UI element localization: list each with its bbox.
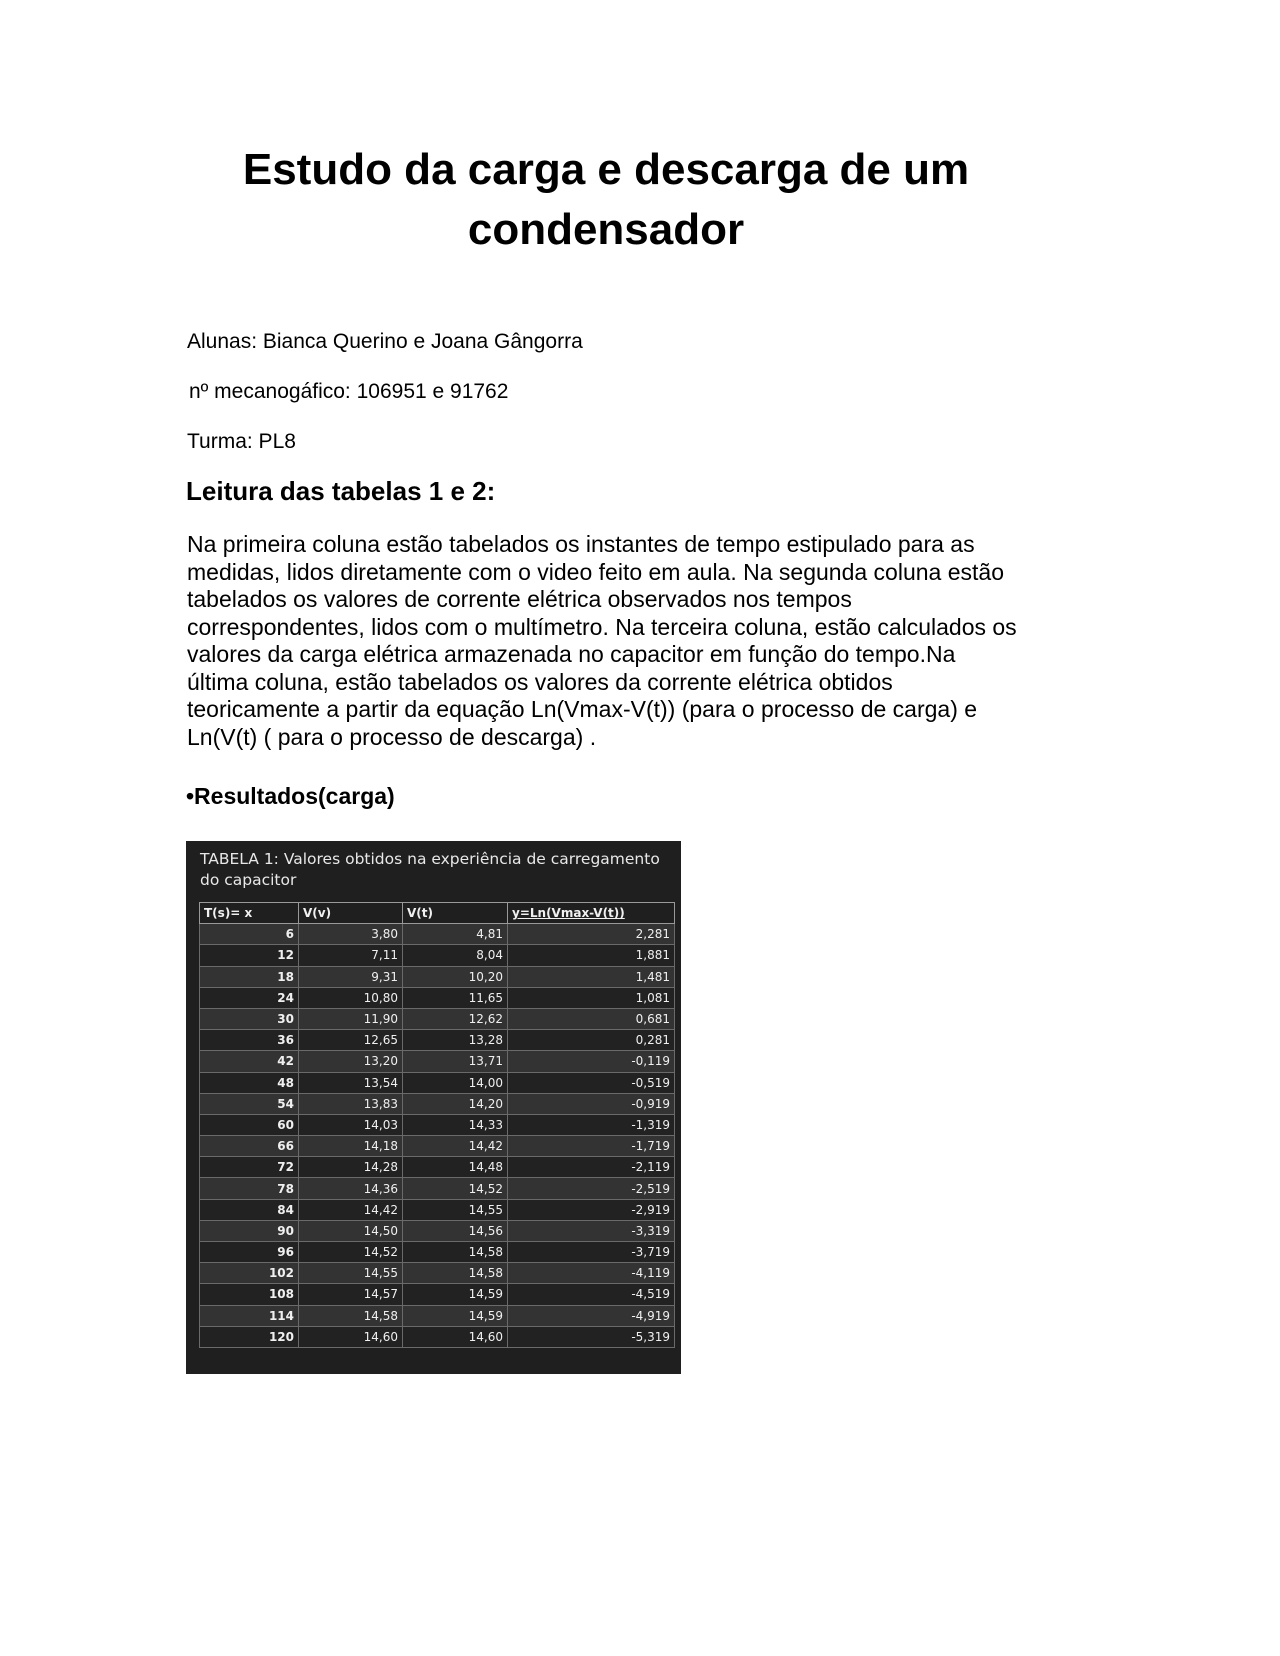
table-cell: 66 <box>200 1136 299 1157</box>
table-cell: 102 <box>200 1263 299 1284</box>
table-cell: -3,719 <box>508 1242 675 1263</box>
table-cell: 13,83 <box>299 1093 403 1114</box>
table-cell: 24 <box>200 987 299 1008</box>
table-cell: 14,58 <box>299 1305 403 1326</box>
table-cell: 1,881 <box>508 945 675 966</box>
table-cell: 14,28 <box>299 1157 403 1178</box>
class-line: Turma: PL8 <box>187 430 296 453</box>
table-cell: -0,519 <box>508 1072 675 1093</box>
table-row <box>200 1199 675 1220</box>
document-title: Estudo da carga e descarga de um condensador <box>242 145 970 254</box>
table-row <box>200 1178 675 1199</box>
table-cell: 3,80 <box>299 924 403 945</box>
table-cell: 14,59 <box>403 1284 508 1305</box>
table-cell: 14,59 <box>403 1305 508 1326</box>
table-cell: 14,55 <box>299 1263 403 1284</box>
table-row <box>200 1030 675 1051</box>
table-cell: -4,119 <box>508 1263 675 1284</box>
table-cell: 30 <box>200 1008 299 1029</box>
table-cell: 14,48 <box>403 1157 508 1178</box>
table-cell: 36 <box>200 1030 299 1051</box>
table-1-image <box>186 841 681 1374</box>
table-cell: 42 <box>200 1051 299 1072</box>
table-cell: 4,81 <box>403 924 508 945</box>
table-cell: -2,119 <box>508 1157 675 1178</box>
table-cell: 72 <box>200 1157 299 1178</box>
table-cell: 14,58 <box>403 1242 508 1263</box>
table-cell: 1,081 <box>508 987 675 1008</box>
table-cell: 14,50 <box>299 1220 403 1241</box>
table-cell: 84 <box>200 1199 299 1220</box>
table-cell: 48 <box>200 1072 299 1093</box>
column-header: V(v) <box>299 903 403 924</box>
table-cell: 9,31 <box>299 966 403 987</box>
table-row <box>200 1051 675 1072</box>
table-cell: 12 <box>200 945 299 966</box>
table-cell: 14,00 <box>403 1072 508 1093</box>
table-cell: 14,52 <box>403 1178 508 1199</box>
table-row <box>200 1072 675 1093</box>
table-row <box>200 966 675 987</box>
column-header: T(s)= x <box>200 903 299 924</box>
table-cell: 14,60 <box>403 1326 508 1347</box>
column-header: V(t) <box>403 903 508 924</box>
table-cell: 14,36 <box>299 1178 403 1199</box>
table-cell: 11,65 <box>403 987 508 1008</box>
table-cell: 120 <box>200 1326 299 1347</box>
table-cell: -0,119 <box>508 1051 675 1072</box>
results-heading: •Resultados(carga) <box>186 783 395 809</box>
table-cell: -1,319 <box>508 1114 675 1135</box>
table-cell: 14,20 <box>403 1093 508 1114</box>
table-row <box>200 924 675 945</box>
table-cell: 0,681 <box>508 1008 675 1029</box>
section-heading: Leitura das tabelas 1 e 2: <box>186 476 496 506</box>
table-row <box>200 1242 675 1263</box>
table-row <box>200 1305 675 1326</box>
table-cell: 14,42 <box>299 1199 403 1220</box>
table-cell: -3,319 <box>508 1220 675 1241</box>
table-cell: 1,481 <box>508 966 675 987</box>
table-cell: 14,55 <box>403 1199 508 1220</box>
table-cell: 14,33 <box>403 1114 508 1135</box>
table-row <box>200 1326 675 1347</box>
description-paragraph: Na primeira coluna estão tabelados os instantes de tempo estipulado para as medidas, lidos diretamente com o video feito em aula. Na segunda coluna estão tabelados os valores de corrente elétrica observados nos tempos correspondentes, lidos com o multímetro. Na terceira coluna, estão calculados os valores da carga elétrica armazenada no capacitor em função do tempo.Na última coluna, estão tabelados os valores da corrente elétrica obtidos teoricamente a partir da equação Ln(Vmax-V(t)) (para o processo de carga) e Ln(V(t) ( para o processo de descarga) . <box>187 531 1017 750</box>
table-cell: 12,62 <box>403 1008 508 1029</box>
table-cell: 10,80 <box>299 987 403 1008</box>
table-cell: 7,11 <box>299 945 403 966</box>
table-cell: 96 <box>200 1242 299 1263</box>
data-table <box>199 902 675 1348</box>
table-cell: 13,71 <box>403 1051 508 1072</box>
table-header-row <box>200 903 675 924</box>
table-cell: 14,57 <box>299 1284 403 1305</box>
table-cell: 108 <box>200 1284 299 1305</box>
table-cell: -4,519 <box>508 1284 675 1305</box>
table-cell: 14,18 <box>299 1136 403 1157</box>
table-cell: 11,90 <box>299 1008 403 1029</box>
table-cell: 14,58 <box>403 1263 508 1284</box>
table-cell: 13,54 <box>299 1072 403 1093</box>
table-cell: -1,719 <box>508 1136 675 1157</box>
table-cell: 8,04 <box>403 945 508 966</box>
table-cell: 90 <box>200 1220 299 1241</box>
table-cell: 78 <box>200 1178 299 1199</box>
table-row <box>200 1263 675 1284</box>
table-row <box>200 1093 675 1114</box>
table-cell: 2,281 <box>508 924 675 945</box>
table-cell: 14,03 <box>299 1114 403 1135</box>
table-row <box>200 1114 675 1135</box>
table-cell: 14,42 <box>403 1136 508 1157</box>
table-cell: 14,60 <box>299 1326 403 1347</box>
table-cell: 14,56 <box>403 1220 508 1241</box>
table-row <box>200 1008 675 1029</box>
table-cell: 114 <box>200 1305 299 1326</box>
table-row <box>200 987 675 1008</box>
table-cell: 6 <box>200 924 299 945</box>
table-row <box>200 1136 675 1157</box>
table-cell: -2,519 <box>508 1178 675 1199</box>
table-cell: 60 <box>200 1114 299 1135</box>
table-cell: 54 <box>200 1093 299 1114</box>
table-cell: 14,52 <box>299 1242 403 1263</box>
table-cell: -4,919 <box>508 1305 675 1326</box>
table-cell: -5,319 <box>508 1326 675 1347</box>
column-header: y=Ln(Vmax-V(t)) <box>508 903 675 924</box>
table-cell: 0,281 <box>508 1030 675 1051</box>
student-numbers-line: nº mecanogáfico: 106951 e 91762 <box>189 380 509 403</box>
students-line: Alunas: Bianca Querino e Joana Gângorra <box>187 330 583 353</box>
table-cell: 13,20 <box>299 1051 403 1072</box>
table-row <box>200 1220 675 1241</box>
table-cell: 18 <box>200 966 299 987</box>
table-row <box>200 1157 675 1178</box>
table-cell: 13,28 <box>403 1030 508 1051</box>
table-cell: 10,20 <box>403 966 508 987</box>
table-row <box>200 1284 675 1305</box>
table-caption: TABELA 1: Valores obtidos na experiência de carregamento do capacitor <box>200 850 660 889</box>
table-row <box>200 945 675 966</box>
table-cell: -2,919 <box>508 1199 675 1220</box>
table-cell: 12,65 <box>299 1030 403 1051</box>
table-cell: -0,919 <box>508 1093 675 1114</box>
